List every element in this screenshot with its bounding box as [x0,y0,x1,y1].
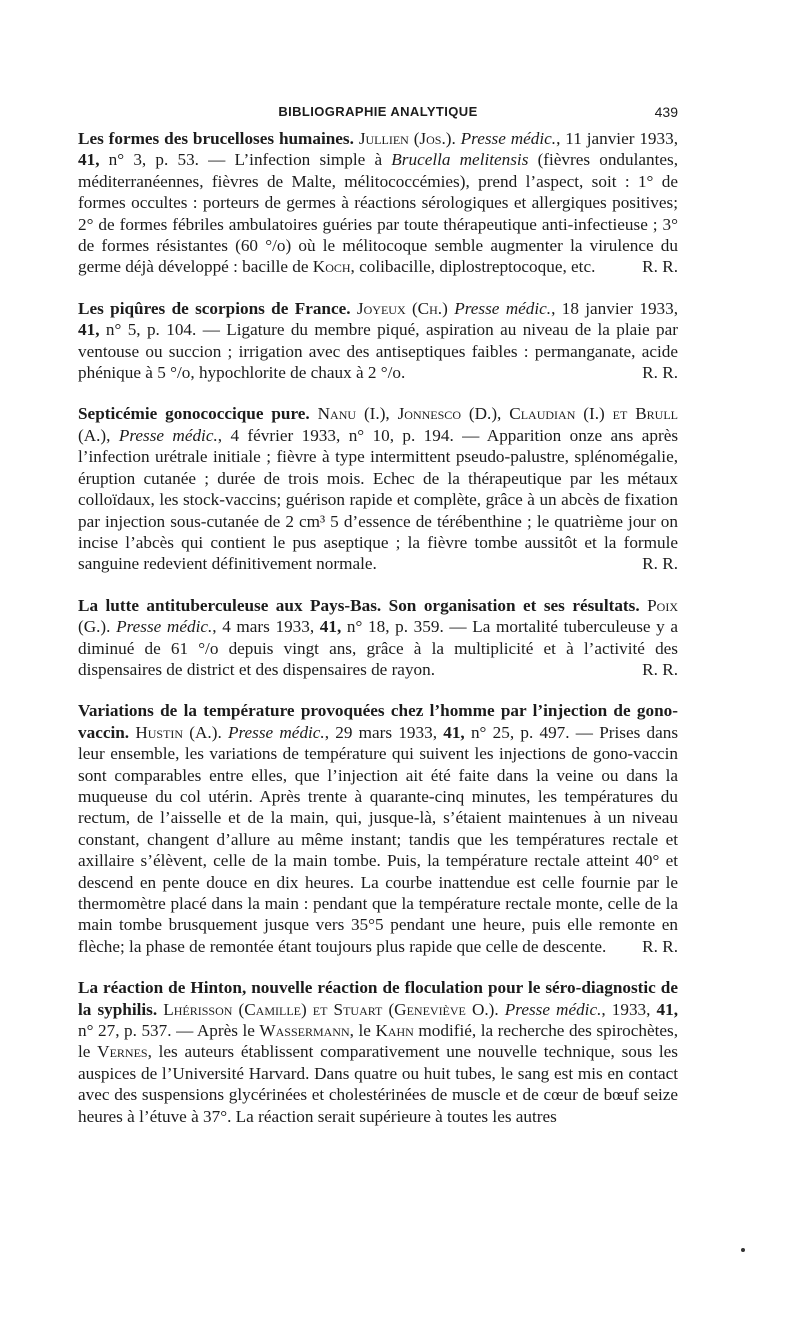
article-signature: R. R. [642,257,678,277]
article-volume: 41, [656,999,678,1019]
article-journal: Presse médic. [454,298,552,318]
article-text-smallcaps: Koch [312,257,351,277]
article-hinton: La réaction de Hinton, nouvelle réaction de floculation pour le séro-diagnostic de la syphilis. Lhérisson (Camille) et Stuart (Geneviève O.). Presse médic., 1933, 41, n° 27, p. 537. — Après le Wassermann, le Kahn modifié, la recherche des spirochètes, le Vernes, les auteurs établissent comparativement une nouvelle technique, sous les auspices de l’Université Harvard. Dans quatre ou huit tubes, le sang est mis en contact avec des suspensions glycérinées et cholestérinées de muscle et de cœur de bœuf seize heures à l’étuve à 37°. La réaction serait supérieure à toutes les autres [78,978,679,1126]
article-text: modifié, la recherche des spirochètes, le [78,1021,679,1062]
article-journal: Presse médic. [504,999,602,1019]
article-journal: Presse médic. [460,129,557,148]
article-gono-vaccin: Variations de la température provoquées chez l’homme par l’injection de gono-vaccin. Hustin (A.). Presse médic., 29 mars 1933, 41, n° 25, p. 497. — Prises dans leur ensemble, les variations de température qui suivent les injections de gono-vaccin sont comparables entre elles, que l’injection ait été faite dans la veine ou dans la muqueuse du col utérin. Après trente à quarante-cinq minutes, les températures du rectum, de l’aisselle et de la main, qui, jusque-là, s’étaient maintenues à un niveau constant, changent d’allure au même instant; tandis que les températures rectale et axillaire s’élèvent, celle de la main tombe. Puis, la température rectale atteint 40° et descend en pente douce en dix heures. La courbe inattendue est celle fournie par le thermomètre placé dans la main : pendant que la température rectale monte, celle de la main tombe brusquement jusque vers 35°5 pendant une heure, puis elle remonte en flèche; la phase de remontée étant toujours plus rapide que celle de descente. R. R. [78,701,679,956]
article-authors: Lhérisson (Camille) et Stuart (Geneviève O.). [163,999,499,1019]
page-number: 439 [654,104,678,120]
article-text: — La mortalité tuberculeuse y a diminué de 61 °/o depuis vingt ans, grâce à la multiplicité et à l’activité des dispensaires de district et des dispensaires de rayon. [78,617,679,679]
article-date: 11 janvier 1933, [565,129,678,148]
article-text-end: , colibacille, diplostreptocoque, etc. [350,257,596,277]
article-ref: n° 5, p. 104. [105,320,197,340]
article-text-smallcaps: Kahn [375,1021,414,1041]
page-mark [741,1248,745,1252]
article-signature: R. R. [642,936,678,956]
article-text: , les auteurs établissent comparativement une nouvelle technique, sous les auspices de l’Université Harvard. Dans quatre ou huit tubes, le sang est mis en contact avec des suspensions glycérinées et cholestérinées de muscle et de cœur de bœuf seize heures à l’étuve à 37°. La réaction serait supérieure à toutes les autres [78,1042,678,1126]
article-brucelloses: Les formes des brucelloses humaines. Jullien (Jos.). Presse médic., 11 janvier 1933, 41, n° 3, p. 53. — L’infection simple à Brucella melitensis (fièvres ondulantes, méditerranéennes, fièvres de Malte, mélitococcémies), prend l’aspect, soit : 1° de formes occultes : porteurs de germes à réactions sérologiques et allergiques positives; 2° de formes fébriles ambulatoires guéries par toute thérapeutique anti-infectieuse ; 3° de formes résistantes (60 °/o) où le mélitocoque semble augmenter la virulence du germe déjà développé : bacille de Koch, colibacille, diplostreptocoque, etc. R. R. [78,129,679,277]
article-text: , le [349,1021,376,1041]
article-title: Septicémie gonococcique pure. [78,404,310,424]
article-date: 29 mars 1933, [335,722,437,742]
article-journal: Presse médic. [116,617,213,637]
article-date: 4 mars 1933, [222,617,315,637]
article-volume: 41, [319,617,342,637]
page-header [78,104,678,126]
article-journal: Presse médic. [118,425,218,445]
article-text-cont: (fièvres ondulantes, méditerranéennes, fièvres de Malte, mélitococcémies), prend l’aspect, soit : 1° de formes occultes : porteurs de germes à réactions sérologiques et allergiques positives; 2° de formes fébriles ambulatoires guéries par toute thérapeutique anti-infectieuse ; 3° de formes résistantes (60 °/o) où le mélitocoque semble augmenter la virulence du germe déjà développé : bacille de [78,150,679,277]
article-journal: Presse médic. [227,722,325,742]
article-title: Les formes des brucelloses humaines. [78,129,354,148]
article-author: Hustin (A.). [135,722,222,742]
article-ref: n° 25, p. 497. [470,722,570,742]
article-tuberculose: La lutte antituberculeuse aux Pays-Bas. Son organisation et ses résultats. Poix (G.). Presse médic., 4 mars 1933, 41, n° 18, p. 359. — La mortalité tuberculeuse y a diminué de 61 °/o depuis vingt ans, grâce à la multiplicité et à l’activité des dispensaires de district et des dispensaires de rayon. R. R. [78,595,679,679]
article-title: La lutte antituberculeuse aux Pays-Bas. Son organisation et ses résultats. [78,595,640,615]
article-text: — Prises dans leur ensemble, les variations de température qui suivent les injections de gono-vaccin sont comparables entre elles, que l’injection ait été faite dans la veine ou dans la muqueuse du col utérin. Après trente à quarante-cinq minutes, les températures du rectum, de l’aisselle et de la main, qui, jusque-là, s’étaient maintenues à un niveau constant, changent d’allure au même instant; tandis que les températures rectale et axillaire s’élèvent, celle de la main tombe. Puis, la température rectale atteint 40° et descend en pente douce en dix heures. La courbe inattendue est celle fournie par le thermomètre placé dans la main : pendant que la température rectale monte, celle de la main tombe brusquement jusque vers 35°5 pendant une heure, puis elle remonte en flèche; la phase de remontée étant toujours plus rapide que celle de descente. [78,722,679,956]
article-date: 1933, [611,999,651,1019]
article-ref: n° 27, p. 537. [78,1021,172,1041]
article-text: — Ligature du membre piqué, aspiration au niveau de la plaie par ventouse ou succion ; irrigation avec des antiseptiques faibles : permanganate, acide phénique à 5 °/o, hypochlorite de chaux à 2 °/o. [78,320,678,383]
article-ref: n° 3, p. 53. [108,150,199,170]
article-volume: 41, [443,722,465,742]
article-scorpions: Les piqûres de scorpions de France. Joyeux (Ch.) Presse médic., 18 janvier 1933, 41, n° 5, p. 104. — Ligature du membre piqué, aspiration au niveau de la plaie par ventouse ou succion ; irrigation avec des antiseptiques faibles : permanganate, acide phénique à 5 °/o, hypochlorite de chaux à 2 °/o. R. R. [78,298,679,383]
article-text-italic: Brucella melitensis [391,150,529,170]
article-author: Joyeux (Ch.) [356,298,448,318]
article-ref: n° 18, p. 359. [346,617,444,637]
article-volume: 41, [78,150,100,170]
article-title: La réaction de Hinton, nouvelle réaction de floculation pour le séro-diagnostic de la syphilis. [78,978,678,1019]
article-septicemie: Septicémie gonococcique pure. Nanu (I.), Jonnesco (D.), Claudian (I.) et Brull (A.), Presse médic., 4 février 1933, n° 10, p. 194. — Apparition onze ans après l’infection urétrale initiale ; fièvre à type intermittent pseudo-palustre, splénomégalie, éruption cutanée ; durée de trois mois. Echec de la thérapeutique par les métaux colloïdaux, les stock-vaccins; guérison rapide et complète, grâce à un abcès de fixation par injection sous-cutanée de 2 cm³ 5 d’essence de térébenthine ; le quatrième jour on incise l’abcès qui contient le pus aseptique ; la fièvre tombe aussitôt et la formule sanguine redevient définitivement normale. R. R. [78,404,679,574]
article-signature: R. R. [642,554,678,574]
page-body [78,128,678,1147]
article-date: 4 février 1933, [230,425,341,445]
article-text-smallcaps: Wassermann [259,1021,350,1041]
article-signature: R. R. [642,363,678,383]
article-text: — Après le [176,1021,260,1041]
article-title: Les piqûres de scorpions de France. [78,298,351,318]
article-volume: 41, [78,320,100,340]
running-title: BIBLIOGRAPHIE ANALYTIQUE [278,104,478,119]
article-authors: Nanu (I.), Jonnesco (D.), Claudian (I.) et Brull (A.), [78,404,678,445]
article-signature: R. R. [642,659,678,679]
article-date: 18 janvier 1933, [561,298,679,318]
article-title: Variations de la température provoquées chez l’homme par l’injection de gono-vaccin. [78,701,678,742]
article-text: — L’infection simple à [208,150,392,170]
article-author: Poix (G.). [78,595,678,637]
article-text-smallcaps: Vernes [97,1042,148,1062]
article-ref: n° 10, p. 194. [348,425,454,445]
article-author: Jullien (Jos.). [358,129,456,148]
article-text: — Apparition onze ans après l’infection urétrale initiale ; fièvre à type intermittent pseudo-palustre, splénomégalie, éruption cutanée ; durée de trois mois. Echec de la thérapeutique par les métaux colloïdaux, les stock-vaccins; guérison rapide et complète, grâce à un abcès de fixation par injection sous-cutanée de 2 cm³ 5 d’essence de térébenthine ; le quatrième jour on incise l’abcès qui contient le pus aseptique ; la fièvre tombe aussitôt et la formule sanguine redevient définitivement normale. [78,425,679,574]
